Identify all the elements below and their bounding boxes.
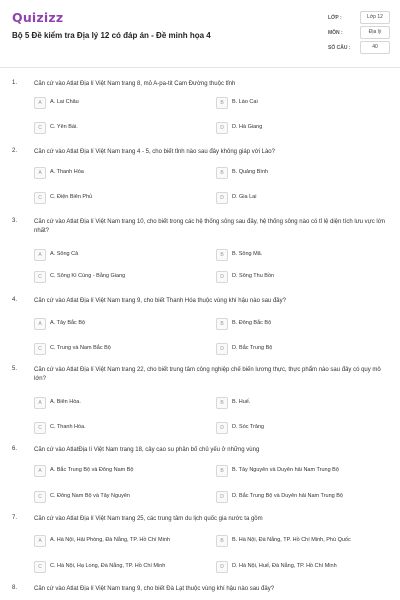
question-number: 4. (12, 297, 18, 303)
option-text: A. Bắc Trung Bộ và Đông Nam Bộ (50, 467, 134, 473)
option-text: B. Đông Bắc Bộ (232, 320, 272, 326)
option-text: D. Bắc Trung Bộ (232, 345, 273, 351)
answer-option-a[interactable] (34, 397, 212, 409)
option-letter-box: D (216, 422, 228, 434)
answer-option-b[interactable] (216, 397, 390, 409)
answer-option-a[interactable] (34, 535, 212, 547)
question-text: Căn cứ vào Atlat Địa lí Việt Nam trang 9, cho biết Đà Lạt thuộc vùng khí hậu nào sau đây? (34, 586, 275, 592)
question-number: 3. (12, 218, 18, 224)
option-letter-box: A (34, 465, 46, 477)
answer-option-c[interactable] (34, 192, 212, 204)
option-text: B. Hà Nội, Đà Nẵng, TP. Hồ Chí Minh, Phú Quốc (232, 537, 351, 543)
answer-option-a[interactable] (34, 318, 212, 330)
option-letter-box: D (216, 491, 228, 503)
answer-option-c[interactable] (34, 561, 212, 573)
option-text: C. Thanh Hóa. (50, 424, 86, 430)
answer-option-c[interactable] (34, 122, 212, 134)
answer-option-d[interactable] (216, 422, 390, 434)
meta-count-label: SỐ CÂU : (328, 45, 351, 51)
option-text: C. Điện Biên Phủ (50, 194, 93, 200)
option-text: A. Biên Hòa. (50, 399, 81, 405)
meta-class-value: Lớp 12 (360, 11, 390, 24)
worksheet-meta (328, 11, 392, 56)
answer-option-a[interactable] (34, 97, 212, 109)
option-letter-box: D (216, 122, 228, 134)
option-letter-box: D (216, 343, 228, 355)
option-text: A. Lai Châu (50, 99, 79, 105)
option-text: A. Hà Nội, Hải Phòng, Đà Nẵng, TP. Hồ Chí Minh (50, 537, 170, 543)
question-text: Căn cứ vào Atlat Địa lí Việt Nam trang 25, các trung tâm du lịch quốc gia nước ta gồm (34, 516, 263, 522)
answer-option-d[interactable] (216, 561, 390, 573)
option-letter-box: B (216, 465, 228, 477)
question-number: 6. (12, 446, 18, 452)
quizizz-logo[interactable]: Quizizz (12, 10, 64, 25)
question-number: 8. (12, 585, 18, 591)
answer-option-c[interactable] (34, 271, 212, 283)
option-text: A. Thanh Hóa (50, 169, 84, 175)
answer-option-b[interactable] (216, 97, 390, 109)
answer-option-d[interactable] (216, 343, 390, 355)
worksheet-header (0, 0, 400, 72)
option-text: A. Tây Bắc Bộ (50, 320, 86, 326)
answer-option-a[interactable] (34, 167, 212, 179)
question-number: 7. (12, 515, 18, 521)
option-letter-box: C (34, 271, 46, 283)
option-text: D. Hà Giang (232, 124, 263, 130)
option-letter-box: D (216, 271, 228, 283)
option-text: B. Tây Nguyên và Duyên hải Nam Trung Bộ (232, 467, 339, 473)
meta-class-label: LỚP : (328, 15, 342, 21)
question-text: Căn cứ vào Atlat Địa lí Việt Nam trang 10, cho biết trong các hệ thống sông sau đây, hệ thống sông nào có tỉ lệ diện tích lưu vực lớn nhất? (34, 219, 385, 234)
answer-option-a[interactable] (34, 465, 212, 477)
option-text: D. Sông Thu Bồn (232, 273, 275, 279)
option-letter-box: B (216, 97, 228, 109)
answer-option-c[interactable] (34, 343, 212, 355)
meta-count-value: 40 (360, 41, 390, 54)
answer-option-c[interactable] (34, 422, 212, 434)
question-number: 2. (12, 148, 18, 154)
option-text: D. Sóc Trăng (232, 424, 265, 430)
answer-option-d[interactable] (216, 192, 390, 204)
option-text: B. Quảng Bình (232, 169, 269, 175)
worksheet-title: Bộ 5 Đề kiểm tra Địa lý 12 có đáp án - Đề minh họa 4 (12, 31, 211, 40)
answer-option-b[interactable] (216, 535, 390, 547)
option-text: D. Gia Lai (232, 194, 257, 200)
meta-class-row (328, 11, 392, 26)
answer-option-d[interactable] (216, 271, 390, 283)
option-letter-box: C (34, 422, 46, 434)
answer-option-a[interactable] (34, 249, 212, 261)
option-text: D. Bắc Trung Bộ và Duyên hải Nam Trung Bộ (232, 493, 343, 499)
option-letter-box: B (216, 397, 228, 409)
question-text: Căn cứ vào Atlat Địa lí Việt Nam trang 8, mỏ A-pa-tit Cam Đường thuộc tỉnh (34, 81, 236, 87)
answer-option-d[interactable] (216, 122, 390, 134)
answer-option-b[interactable] (216, 249, 390, 261)
option-text: C. Đông Nam Bộ và Tây Nguyên (50, 493, 130, 499)
option-letter-box: A (34, 97, 46, 109)
meta-subject-label: MÔN : (328, 30, 343, 36)
question-number: 1. (12, 80, 18, 86)
option-text: C. Yên Bái. (50, 124, 78, 130)
option-letter-box: D (216, 561, 228, 573)
question-text: Căn cứ vào Atlat Địa lí Việt Nam trang 9, cho biết Thanh Hóa thuộc vùng khí hậu nào sau đây? (34, 298, 286, 304)
option-letter-box: B (216, 249, 228, 261)
option-text: B. Sông Mã. (232, 251, 263, 257)
question-text: Căn cứ vào Atlat Địa lí Việt Nam trang 4 - 5, cho biết tỉnh nào sau đây không giáp với Lào? (34, 149, 275, 155)
option-letter-box: C (34, 192, 46, 204)
option-text: A. Sông Cả (50, 251, 79, 257)
option-text: D. Hà Nội, Huế, Đà Nẵng, TP. Hồ Chí Minh (232, 563, 337, 569)
option-letter-box: C (34, 491, 46, 503)
question-number: 5. (12, 366, 18, 372)
answer-option-b[interactable] (216, 465, 390, 477)
option-letter-box: B (216, 318, 228, 330)
option-letter-box: A (34, 318, 46, 330)
option-letter-box: A (34, 249, 46, 261)
answer-option-b[interactable] (216, 318, 390, 330)
option-letter-box: A (34, 397, 46, 409)
option-text: B. Lào Cai (232, 99, 258, 105)
option-text: C. Sông Kì Cùng - Bằng Giang (50, 273, 126, 279)
option-text: C. Hà Nội, Hạ Long, Đà Nẵng, TP. Hồ Chí Minh (50, 563, 166, 569)
option-letter-box: C (34, 343, 46, 355)
option-text: B. Huế. (232, 399, 251, 405)
header-divider (0, 67, 400, 68)
answer-option-d[interactable] (216, 491, 390, 503)
meta-subject-row (328, 26, 392, 41)
meta-count-row (328, 41, 392, 56)
answer-option-c[interactable] (34, 491, 212, 503)
option-letter-box: C (34, 561, 46, 573)
question-text: Căn cứ vào Atlat Địa lí Việt Nam trang 22, cho biết trung tâm công nghiệp chế biến lương thực, thực phẩm nào sau đây có quy mô lớn? (34, 367, 381, 382)
meta-subject-value: Địa lý (360, 26, 390, 39)
option-letter-box: A (34, 167, 46, 179)
option-letter-box: A (34, 535, 46, 547)
option-letter-box: D (216, 192, 228, 204)
question-text: Căn cứ vào AtlatĐịa lí Việt Nam trang 18, cây cao su phân bố chủ yếu ở những vùng (34, 447, 260, 453)
option-letter-box: B (216, 535, 228, 547)
option-letter-box: C (34, 122, 46, 134)
option-text: C. Trung và Nam Bắc Bộ (50, 345, 111, 351)
answer-option-b[interactable] (216, 167, 390, 179)
option-letter-box: B (216, 167, 228, 179)
